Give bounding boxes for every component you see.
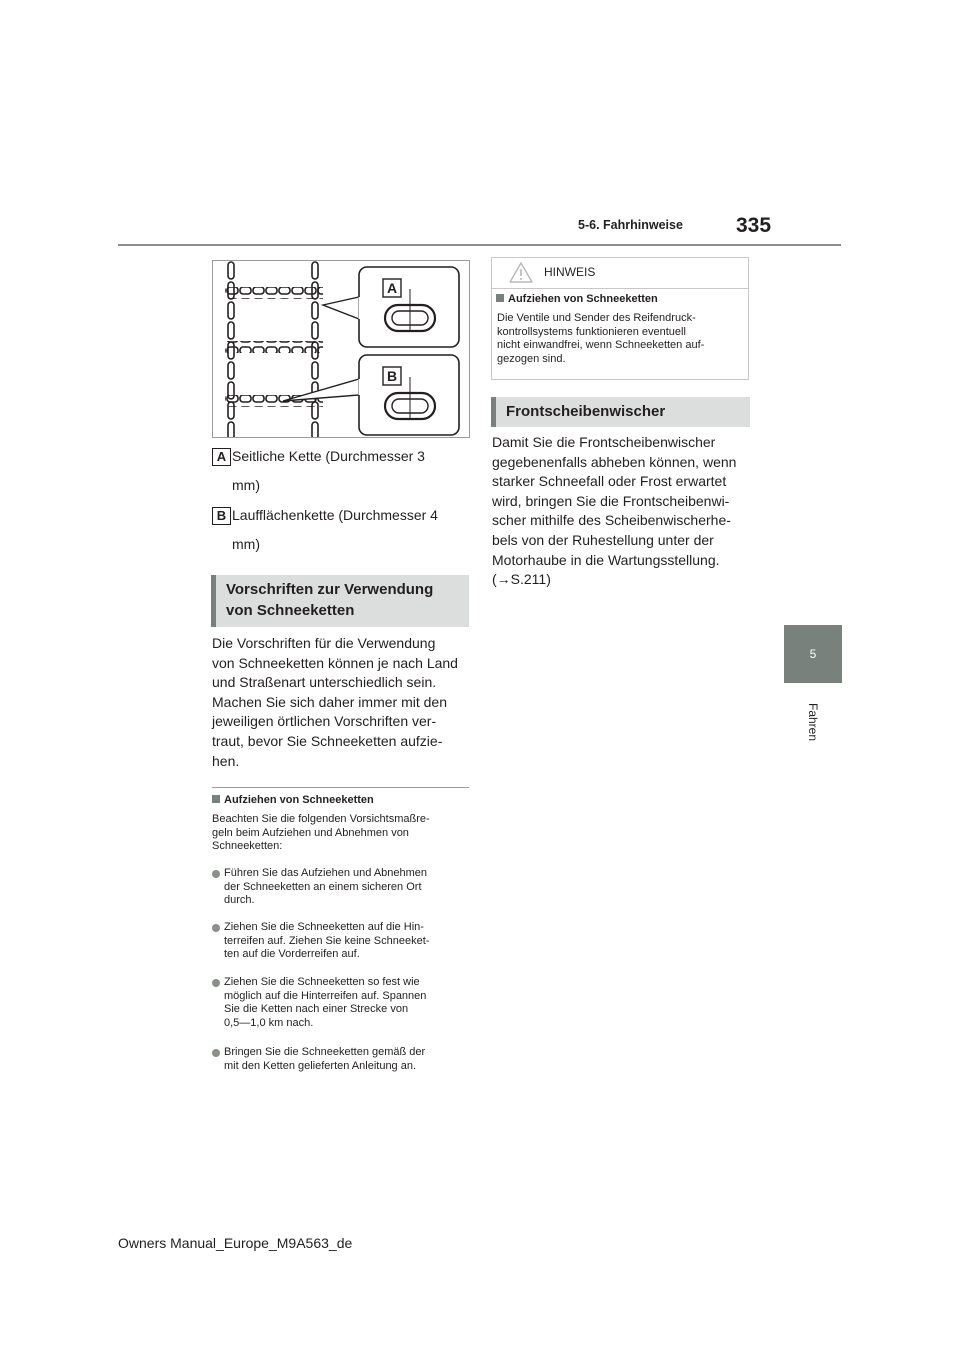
paragraph-line: Machen Sie sich daher immer mit den bbox=[212, 693, 447, 710]
section-heading-line2: von Schneeketten bbox=[226, 602, 355, 619]
page-reference-link[interactable]: (→S.211) bbox=[492, 571, 551, 588]
bullet-text bbox=[224, 976, 468, 1030]
bullet-line: terreifen auf. Ziehen Sie keine Schneeket- bbox=[224, 934, 430, 947]
bullet-line: der Schneeketten an einem sicheren Ort bbox=[224, 880, 422, 893]
bullet-line: Sie die Ketten nach einer Strecke von bbox=[224, 1003, 409, 1015]
bullet-line: 0,5—1,0 km nach. bbox=[224, 1016, 314, 1029]
warning-triangle-icon bbox=[508, 261, 534, 284]
footer-document-id: Owners Manual_Europe_M9A563_de bbox=[118, 1235, 353, 1251]
paragraph-line: Motorhaube in die Wartungsstellung. bbox=[492, 551, 720, 568]
chapter-label: Fahren bbox=[806, 702, 820, 742]
section-heading-line1: Vorschriften zur Verwendung bbox=[226, 581, 434, 598]
legend-b-line2: mm) bbox=[232, 536, 260, 552]
header-rule bbox=[118, 244, 841, 246]
notice-line: gezogen sind. bbox=[497, 352, 566, 365]
round-bullet-icon bbox=[212, 979, 220, 987]
bullet-item bbox=[212, 976, 468, 1034]
round-bullet-icon bbox=[212, 1049, 220, 1057]
section-divider bbox=[212, 787, 469, 788]
bullet-text bbox=[224, 867, 468, 908]
snow-chain-rules-paragraph bbox=[212, 634, 472, 771]
intro-line: geln beim Aufziehen und Abnehmen von bbox=[212, 826, 409, 839]
paragraph-line: traut, bevor Sie Schneeketten aufzie- bbox=[212, 732, 443, 749]
notice-title bbox=[496, 293, 746, 305]
callout-b-label: B bbox=[386, 368, 398, 384]
round-bullet-icon bbox=[212, 870, 220, 878]
legend-b-line1: Laufflächenkette (Durchmesser 4 bbox=[232, 507, 438, 523]
chapter-number: 5 bbox=[809, 647, 817, 661]
bullet-item bbox=[212, 1046, 468, 1076]
notice-title-text: Aufziehen von Schneeketten bbox=[508, 293, 658, 305]
paragraph-line: starker Schneefall oder Frost erwartet bbox=[492, 473, 727, 490]
legend-b-letter: B bbox=[212, 507, 231, 525]
legend-a-letter: A bbox=[212, 448, 231, 466]
notice-line: kontrollsystems funktionieren eventuell bbox=[497, 325, 686, 338]
notice-line: Die Ventile und Sender des Reifendruck- bbox=[497, 312, 696, 324]
paragraph-line: Die Vorschriften für die Verwendung bbox=[212, 635, 436, 651]
paragraph-line: scher mithilfe des Scheibenwischerhe- bbox=[492, 512, 731, 529]
callout-a-label: A bbox=[386, 280, 398, 296]
bullet-line: Ziehen Sie die Schneeketten auf die Hin- bbox=[224, 921, 424, 933]
round-bullet-icon bbox=[212, 924, 220, 932]
notice-line: nicht einwandfrei, wenn Schneeketten auf- bbox=[497, 339, 705, 351]
legend-a bbox=[212, 442, 470, 500]
bullet-text bbox=[224, 1046, 468, 1073]
windshield-wiper-paragraph bbox=[492, 433, 754, 590]
notice-label: HINWEIS bbox=[544, 265, 596, 279]
paragraph-line: und Straßenart unterschiedlich sein. bbox=[212, 674, 437, 691]
section-title: 5-6. Fahrhinweise bbox=[578, 218, 683, 232]
section-heading-snow-chain-rules bbox=[211, 575, 469, 627]
paragraph-line: gegebenenfalls abheben können, wenn bbox=[492, 453, 737, 470]
bullet-text bbox=[224, 921, 468, 962]
paragraph-line: Damit Sie die Frontscheibenwischer bbox=[492, 434, 716, 450]
bullet-line: möglich auf die Hinterreifen auf. Spannen bbox=[224, 989, 427, 1002]
bullet-line: mit den Ketten gelieferten Anleitung an. bbox=[224, 1059, 417, 1072]
notice-text bbox=[497, 312, 747, 366]
intro-line: Schneeketten: bbox=[212, 840, 283, 852]
legend-a-line2: mm) bbox=[232, 477, 260, 493]
bullet-line: Ziehen Sie die Schneeketten so fest wie bbox=[224, 976, 420, 988]
paragraph-line: von Schneeketten können je nach Land bbox=[212, 654, 458, 671]
bullet-line: Bringen Sie die Schneeketten gemäß der bbox=[224, 1046, 426, 1058]
bullet-line: ten auf die Vorderreifen auf. bbox=[224, 948, 360, 960]
bullet-line: durch. bbox=[224, 894, 255, 906]
paragraph-line: hen. bbox=[212, 752, 240, 769]
chapter-tab bbox=[784, 625, 842, 683]
bullet-line: Führen Sie das Aufziehen und Abnehmen bbox=[224, 867, 428, 879]
legend-b bbox=[212, 501, 470, 559]
paragraph-line: wird, bringen Sie die Frontscheibenwi- bbox=[492, 492, 730, 509]
square-bullet-icon bbox=[496, 294, 504, 302]
page-number: 335 bbox=[736, 214, 772, 237]
bullet-item bbox=[212, 867, 468, 911]
mounting-subtitle bbox=[212, 794, 468, 806]
square-bullet-icon bbox=[212, 795, 220, 803]
notice-header bbox=[492, 258, 748, 289]
snow-chain-figure bbox=[212, 260, 470, 438]
intro-line: Beachten Sie die folgenden Vorsichtsmaßre- bbox=[212, 813, 430, 825]
paragraph-line: bels von der Ruhestellung unter der bbox=[492, 531, 714, 548]
mounting-intro bbox=[212, 813, 468, 854]
notice-box bbox=[491, 257, 749, 380]
mounting-subtitle-text: Aufziehen von Schneeketten bbox=[224, 794, 374, 806]
snow-chain-illustration bbox=[213, 261, 469, 437]
paragraph-line: jeweiligen örtlichen Vorschriften ver- bbox=[212, 713, 437, 730]
bullet-item bbox=[212, 921, 468, 965]
legend-a-line1: Seitliche Kette (Durchmesser 3 bbox=[232, 448, 425, 464]
section-heading-windshield-wipers: Frontscheibenwischer bbox=[491, 397, 750, 427]
